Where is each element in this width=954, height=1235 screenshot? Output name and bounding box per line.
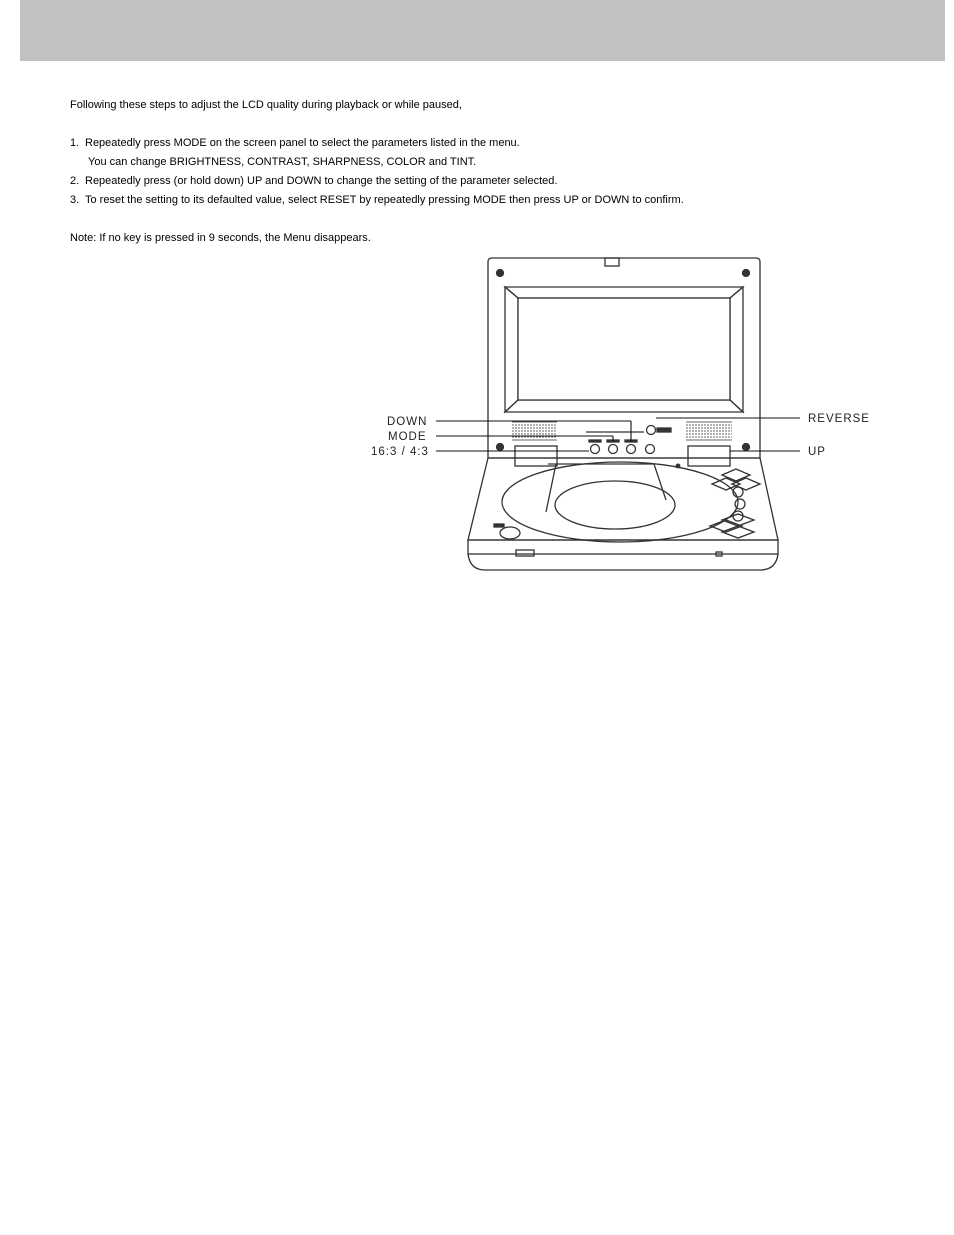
right-speaker-grill [686, 422, 732, 440]
step-2 [70, 172, 890, 191]
down-button [627, 445, 636, 454]
step-number: 1. [70, 137, 80, 149]
aspect-ratio-label: 16:3 / 4:3 [371, 446, 429, 458]
screen-bevel [505, 287, 743, 298]
up-label: UP [808, 446, 826, 458]
reverse-label: REVERSE [808, 413, 870, 425]
left-speaker-grill [512, 422, 557, 440]
disc-tray [502, 462, 738, 542]
mode-button [609, 445, 618, 454]
step-text: To reset the setting to its defaulted value, select RESET by repeatedly pressing MODE then press UP or DOWN to confirm. [85, 194, 684, 206]
nav-pad-upper [722, 469, 750, 481]
step-text: Repeatedly press MODE on the screen panel to select the parameters listed in the menu. [85, 137, 520, 149]
header-band [20, 0, 945, 61]
mode-label: MODE [388, 431, 427, 443]
left-hinge [515, 446, 557, 466]
step-1 [70, 134, 890, 153]
dvd-player-diagram [360, 250, 880, 580]
step-number: 2. [70, 175, 80, 187]
instructions [70, 96, 890, 248]
step-text: Repeatedly press (or hold down) UP and DOWN to change the setting of the parameter selected. [85, 175, 558, 187]
dvd-player-illustration [360, 250, 880, 580]
right-hinge [688, 446, 730, 466]
step-3 [70, 191, 890, 210]
intro-text: Following these steps to adjust the LCD quality during playback or while paused, [70, 99, 462, 111]
step-number: 3. [70, 194, 80, 206]
step-1-sub: You can change BRIGHTNESS, CONTRAST, SHARPNESS, COLOR and TINT. [88, 156, 477, 168]
up-button [646, 445, 655, 454]
disc-spindle [555, 481, 675, 529]
down-label: DOWN [387, 416, 428, 428]
lid-latch [605, 258, 619, 266]
lcd-screen [518, 298, 730, 400]
note-text: Note: If no key is pressed in 9 seconds, the Menu disappears. [70, 232, 371, 244]
reverse-button [647, 426, 656, 435]
aspect-button [591, 445, 600, 454]
power-button [500, 527, 520, 539]
